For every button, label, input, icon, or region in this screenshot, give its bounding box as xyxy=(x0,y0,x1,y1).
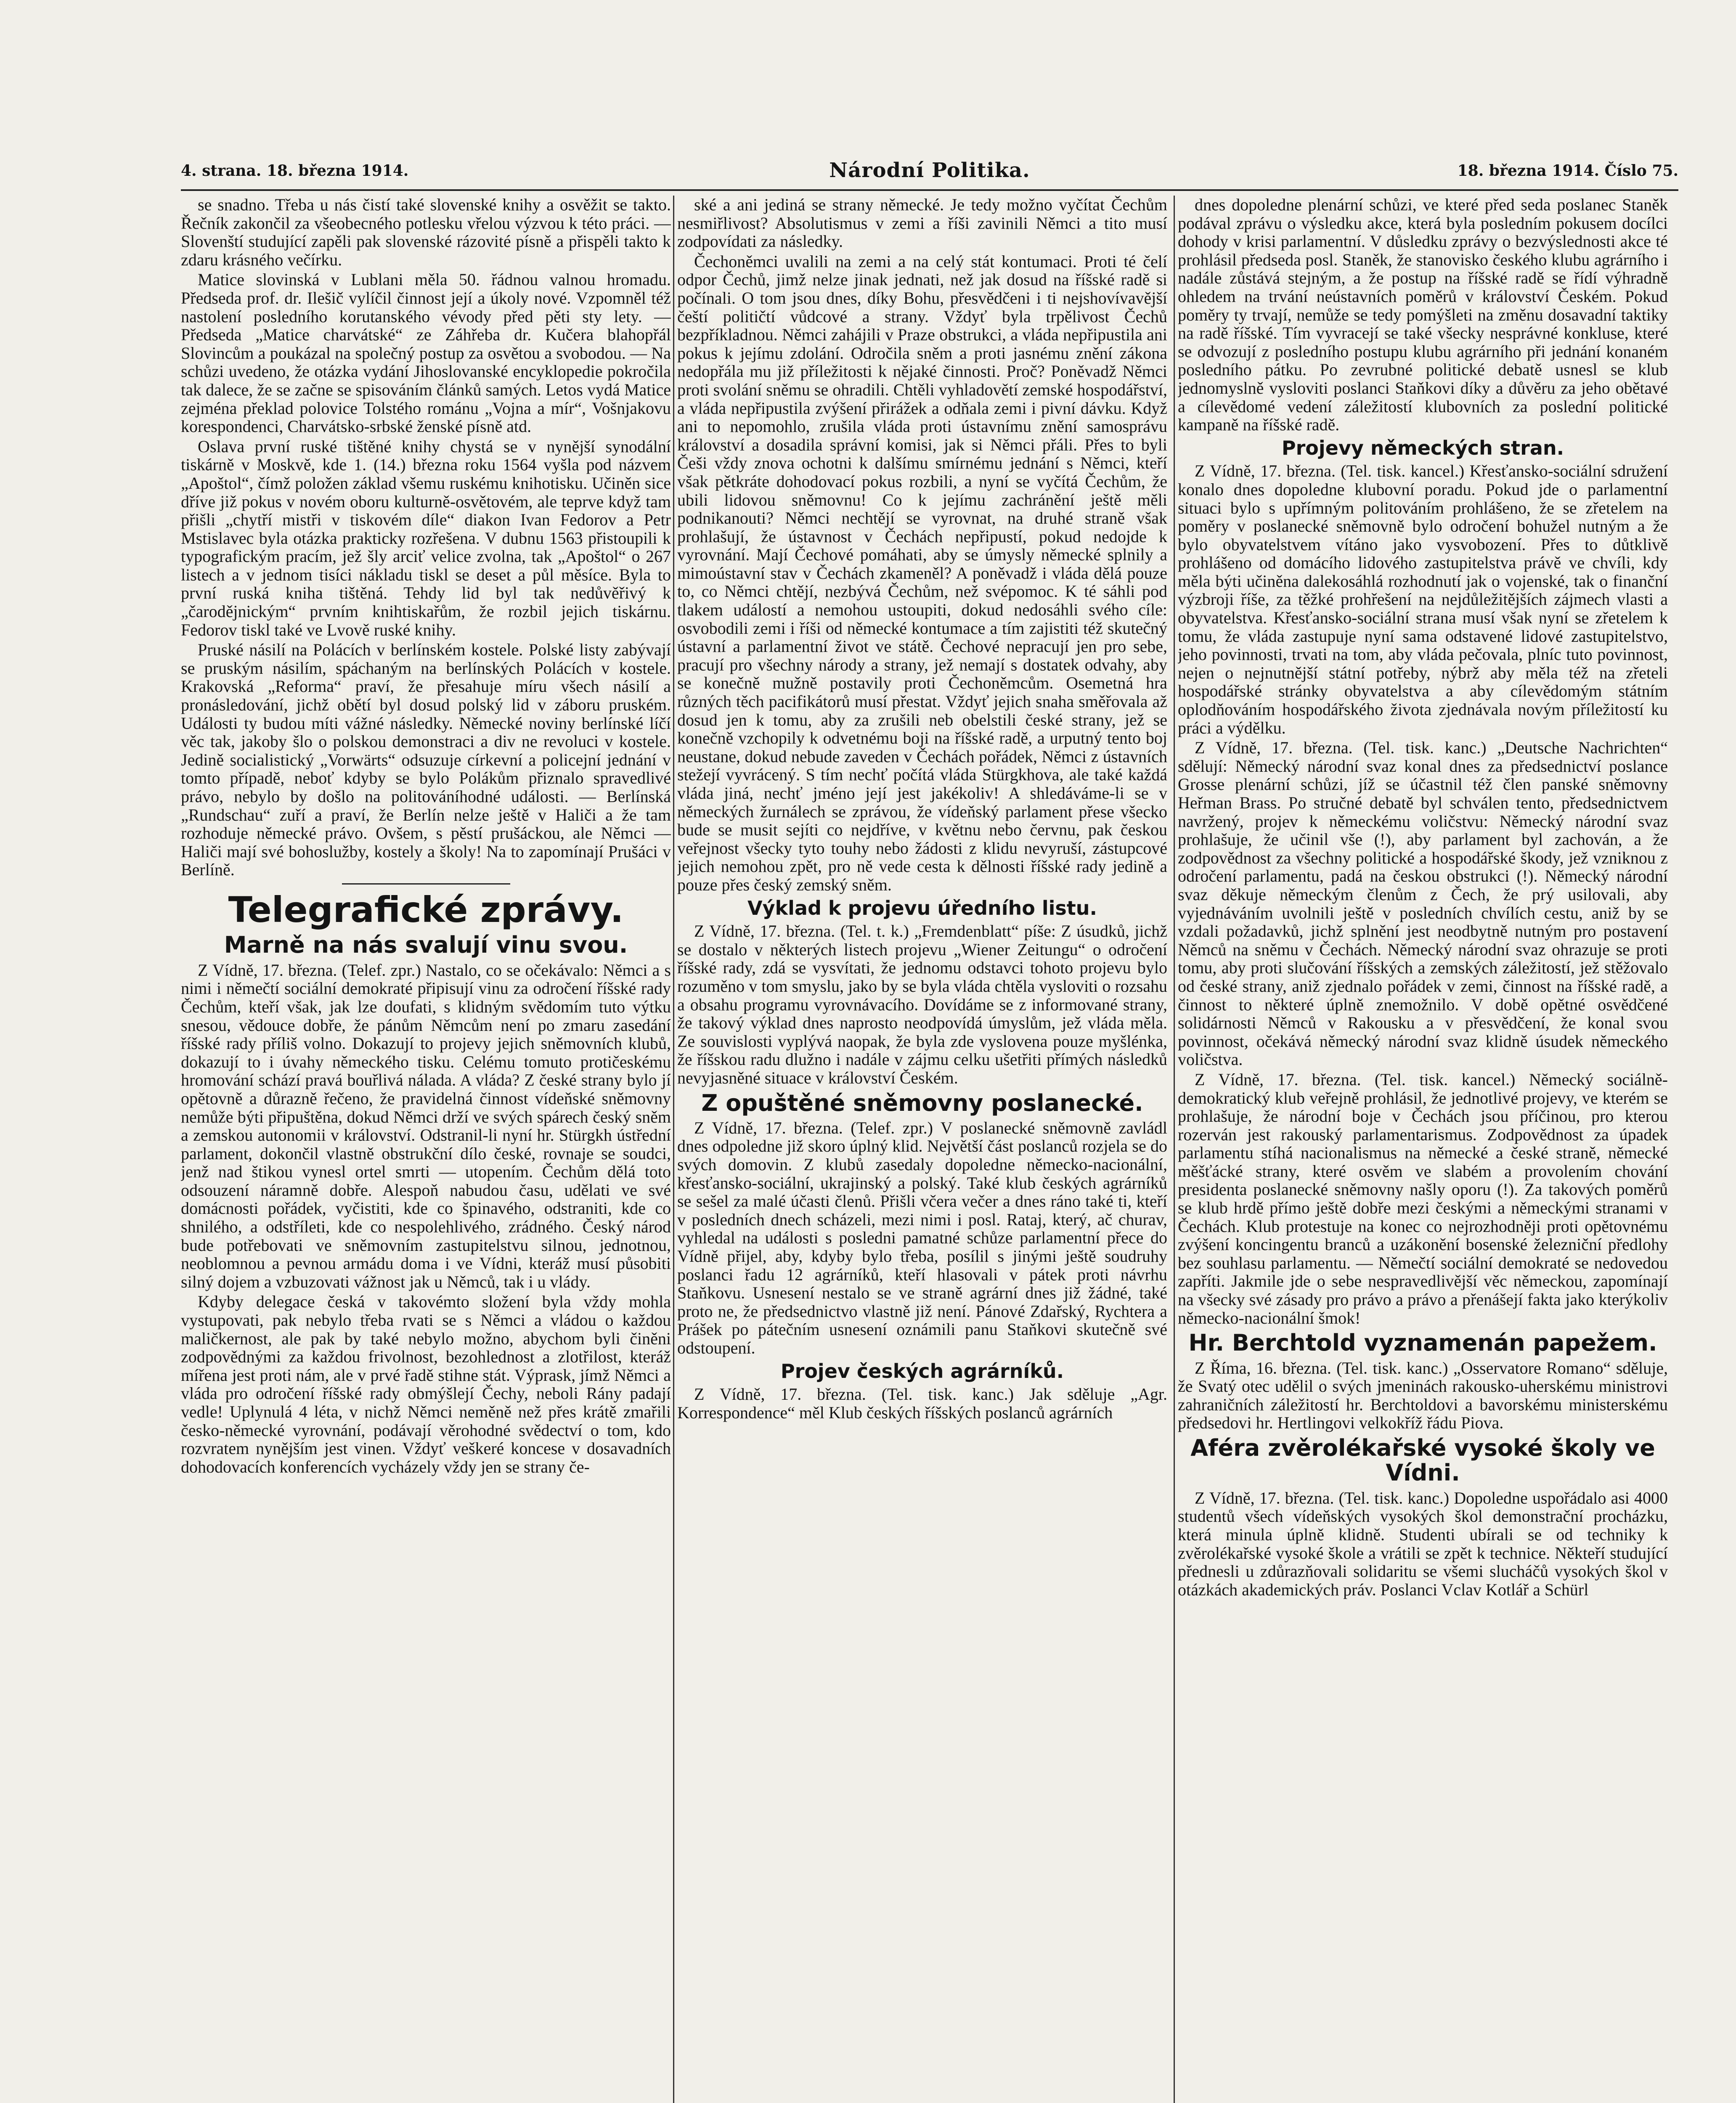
article-body: Z Vídně, 17. března. (Tel. tisk. kancel.) Německý sociálně-demokratický klub veřejně prohlásil, že jednotlivé projevy, ve kterém se prohlašuje, že národní boje v Čechách jsou příčinou, pro kterou rozerván jest rakouský parlamentarismus. Zodpovědnost za úpadek parlamentu stíhá nacionalismus na německé a české straně, německé měšťácké strany, které osvěm ve slabém a provolením chování presidenta poslanecké sněmovny našly oporu (!). Za takových poměrů se klub hrdě přímo ještě dobře mezi českými a německými stranami v Čechách. Klub protestuje na konec co nejrozhodněji proti opětovnému zvýšení koncingentu branců a uzákonění bosenské železniční předlohy bez souhlasu parlamentu. — Němečtí sociální demokraté se nedovedou zapříti. Jakmile jde o sebe nespravedlivější věc německou, zapomínají na všecky své zásady pro právo a právo a přenášejí fakta jako kterýkoliv německo-nacionální šmok! xyxy=(1178,1070,1668,1327)
column-3 xyxy=(1178,196,1668,2103)
article-headline: Hr. Berchtold vyznamenán papežem. xyxy=(1188,1330,1657,1356)
section-heading-telegraphic-news: Telegrafické zprávy. xyxy=(228,889,624,930)
article-slovak-books: se snadno. Třeba u nás čistí také slovenské knihy a osvěžit se takto. Řečník zakončil za všeobecného potlesku vřelou výzvou k této práci. — Slovenští studující zapěli pak slovenské rázovité písně a přispěli takto k zdaru krásného večírku. xyxy=(181,196,671,269)
article-headline: Výklad k projevu úředního listu. xyxy=(747,896,1097,919)
article-russian-printed-book: Oslava první ruské tištěné knihy chystá se v nynější synodální tiskárně v Moskvě, kde 1. (14.) března roku 1564 vyšla pod názvem „Apoštol“, čímž položen základ všemu ruskému knihotisku. Učiněn sice dříve již pokus v novém oboru kulturně-osvětovém, ale teprve když tam přišli „chytří mistři v tiskovém díle“ diakon Ivan Fedorov a Petr Mstislavec byla otázka prakticky rozřešena. V dubnu 1563 přistoupili k typografickým pracím, jež šly arciť velice zvolna, tak „Apoštol“ o 267 listech a v jednom tisíci nákladu tiskl se deset a půl měsíce. Byla to první ruská kniha tištěná. Tehdy lid byl tak nedůvěřivý k „čarodějnickým“ prvním knihtiskařům, že rozbil jejich tiskárnu. Fedorov tiskl také ve Lvově ruské knihy. xyxy=(181,437,671,639)
article-body: Z Vídně, 17. března. (Tel. t. k.) „Fremdenblatt“ píše: Z úsudků, jichž se dostalo v některých listech projevu „Wiener Zeitungu“ o odročení říšské rady, zdá se vysvítati, že jednomu odstavci tohoto projevu bylo rozuměno v tom smyslu, jako by se byla vláda chtěla vysloviti o rozsahu a obsahu programu vyrovnávacího. Dovídáme se z informované strany, že takový výklad dnes naprosto neodpovídá úmyslům, jež vláda měla. Ze souvislosti vyplývá naopak, že byla zde vyslovena pouze myšlénka, že říšskou radu dlužno i nadále v zájmu celku ušetřiti přímých následků nevyjasněné situace v království Českém. xyxy=(677,922,1167,1087)
article-headline: Z opuštěné sněmovny poslanecké. xyxy=(701,1089,1143,1116)
article-body: ské a ani jediná se strany německé. Je tedy možno vyčítat Čechům nesmiřlivost? Absolutismus v zemi a říši zavinili Němci a tito musí zodpovídati za následky. xyxy=(677,196,1167,251)
column-1 xyxy=(181,196,671,2103)
article-body: Z Říma, 16. března. (Tel. tisk. kanc.) „Osservatore Romano“ sděluje, že Svatý otec udělil o svých jmeninách rakousko-uherskému ministrovi zahraničních záležitostí hr. Berchtoldovi a bavorskému ministerskému předsedovi hr. Hertlingovi velkokříž řádu Piova. xyxy=(1178,1358,1668,1433)
article-headline: Aféra zvěrolékařské vysoké školy ve Vídni. xyxy=(1190,1434,1655,1486)
article-headline: Marně na nás svalují vinu svou. xyxy=(224,932,628,959)
section-divider xyxy=(342,883,510,885)
header-page-date: 4. strana. 18. března 1914. xyxy=(181,162,409,180)
article-body: Z Vídně, 17. března. (Tel. tisk. kanc.) „Deutsche Nachrichten“ sdělují: Německý národní svaz konal dnes za předsednictví poslance Grosse plenární schůzi, jíž se účastnil též člen panské sněmovny Heřman Brass. Po stručné debatě byl schválen tento, předsednictvem navržený, projev k německému voličstvu: Německý národní svaz prohlašuje, že učinil vše (!), aby parlament byl zachován, a že zodpovědnost za všechny politické a hospodářské škody, jež vzniknou z odročení parlamentu, padá na českou obstrukci (!). Německý národní svaz děkuje německým členům z Čech, že prý usilovali, aby vyjednáváním uvolnili ještě v posledních chvílích cestu, aniž by se vzdali požadavků, jichž splnění jest neodbytně nutným pro postavení Němců na sněmu v Čechách. Německý národní svaz ohrazuje se proti tomu, aby proti slučování říšských a zemských záležitostí, jež stěžovalo od české strany, aniž zjednalo pořádek v zemi, činnost na říšské radě, a činnost to některé úplně znemožnilo. V době opětné osvědčené solidárnosti Němců v Rakousku a v přesvědčení, že konal svou povinnost, očekává německý národní svaz klidně úsudek německého voličstva. xyxy=(1178,738,1668,1069)
article-body: dnes dopoledne plenární schůzi, ve které před seda poslanec Staněk podával zprávu o výsledku akce, která byla posledním pokusem docílci dohody v krisi parlamentní. V důsledku zprávy o bezvýslednosti akce té prohlásil předseda posl. Staněk, že stanovisko českého klubu agrárního i nadále zůstává stejným, a že postup na říšské radě se řídí výhradně ohledem na trvání neústavních poměrů v království Českém. Pokud poměry ty trvají, nemůže se tedy pomýšleti na změnu dosavadní taktiky na radě říšské. Tím vyvracejí se také všecky nesprávné konkluse, které se odvozují z posledního postupu klubu agrárního při jednání konaném posledního pátku. Po zevrubné politické debatě usnesl se klub jednomyslně vysloviti poslanci Staňkovi díky a důvěru za jeho obětavé a cílevědomé vedení záležitostí klubovních za poslední politické kampaně na říšské radě. xyxy=(1178,196,1668,434)
article-prussian-violence: Pruské násilí na Polácích v berlínském kostele. Polské listy zabývají se pruským násilím, spáchaným na berlínských Polácích v kostele. Krakovská „Reforma“ praví, že přesahuje míru všech násilí a pronásledování, jichž obětí byl dosud polský lid v záboru pruském. Události ty budou míti vážné následky. Německé noviny berlínské líčí věc tak, jakoby šlo o polskou demonstraci a div ne revoluci v kostele. Jedině socialistický „Vorwärts“ odsuzuje církevní a policejní jednání v tomto případě, neboť kdyby se bylo Polákům přiznalo spravedlivé právo, nebylo by došlo na politováníhodné události. — Berlínská „Rundschau“ zuří a praví, že Berlín nelze ještě v Haliči a že tam rozhoduje německé právo. Ovšem, s pěstí prušáckou, ale Němci — Haliči mají své bohoslužby, kostely a školy! Na to zapomínají Prušáci v Berlíně. xyxy=(181,640,671,879)
newspaper-title: Národní Politika. xyxy=(829,159,1030,182)
article-matice-slovinska: Matice slovinská v Lublani měla 50. řádnou valnou hromadu. Předseda prof. dr. Ilešič vylíčil činnost její a úkoly nové. Vzpomněl též nastolení posledního korutanského vévody před pěti sty lety. — Předseda „Matice charvátské“ ze Záhřeba dr. Kučera blahopřál Slovincům a poukázal na společný postup za osvětou a svobodou. — Na schůzi uvedeno, že otázka vydání Jihoslovanské encyklopedie pokročila tak dalece, že se začne se spisováním článků samých. Letos vydá Matice zejména překlad polovice Tolstého románu „Vojna a mír“, Vošnjakovu korespondenci, Charvátsko-srbské ženské písně atd. xyxy=(181,270,671,436)
column-separator xyxy=(1174,196,1175,2103)
header-rule xyxy=(181,189,1678,191)
article-body: Kdyby delegace česká v takovémto složení byla vždy mohla vystupovati, pak nebylo třeba rvati se s Němci a vládou o každou maličkernost, ale pak by také nebylo možno, abychom byli činěni zodpovědnými za každou frivolnost, bezohlednost a zlotřilost, kteráž mířena jest proti nám, ale v prvé řadě stihne stát. Výprask, jímž Němci a vláda pro odročení říšské rady obmýšlejí Čechy, neboli Rány padají vedle! Uplynulá 4 léta, v nichž Němci neměně než přes krátě zmařili česko-německé vyrovnání, podávají věrohodné svědectví o tom, kdo rozvratem nynějším jest vinen. Vždyť veškeré koncese v dosavadních dohodovacích konferencích vycházely vždy jen se strany če- xyxy=(181,1292,671,1476)
header-issue-number: 18. března 1914. Číslo 75. xyxy=(1457,162,1678,180)
article-headline: Projev českých agrárníků. xyxy=(780,1359,1064,1383)
article-body: Z Vídně, 17. března. (Tel. tisk. kanc.) Jak sděluje „Agr. Korrespondence“ měl Klub českých říšských poslanců agrárních xyxy=(677,1385,1167,1422)
article-headline: Projevy německých stran. xyxy=(1281,436,1564,459)
article-body: Čechoněmci uvalili na zemi a na celý stát kontumaci. Proti té čelí odpor Čechů, jimž nelze jinak jednati, než jak dosud na říšské radě si počínali. O tom jsou dnes, díky Bohu, přesvědčeni i ti nejshovívavější čeští političtí vůdcové a strany. Vždyť byla trpělivost Čechů bezpříkladnou. Němci zahájili v Praze obstrukci, a vláda nepřipustila ani pokus k jejímu zdolání. Odročila sněm a proti jasnému znění zákona nedopřála mu již příležitosti k nějaké činnosti. Proč? Poněvadž Němci proti svolání sněmu se ohradili. Chtěli vyhladovětí zemské hospodářství, a vláda nepřipustila zvýšení přirážek a odňala zemi i pivní dávku. Když ani to nepomohlo, zrušila vláda proti ústavnímu znění samosprávu království a dosadila správní komisi, jak si Němci přáli. Přes to byli Češi vždy znova ochotni k dalšímu smírnému jednání s Němci, kteří však pětkráte dohodovací pokus rozbili, a nyní se vyčítá Čechům, že ubili lidovou sněmovnu! Co k jejímu zachránění ještě měli podnikanouti? Němci nechtějí se vyrovnat, na druhé straně však prohlašují, že ústavnost v Čechách nepřipustí, pokud nedojde k vyrovnání. Mají Čechové pomáhati, aby se úmysly německé splnily a mimoústavní stav v Čechách zkameněl? A poněvadž i vláda dělá pouze to, co Němci chtějí, nezbývá Čechům, než svépomoc. K té sáhli pod tlakem událostí a nemohou ustoupiti, dokud nedosáhli svého cíle: osvobodili zemi i říši od německé kontumace a tím zajistiti též skutečný ústavní a parlamentní život ve státě. Čechové nepracují jen pro sebe, pracují pro všechny národy a strany, jež nemají s dostatek odvahy, aby se konečně mužně postavily proti Čechoněmcům. Osemetná hra různých těch pacifikátorů musí přestat. Vždyť jejich snaha směřovala až dosud jen k tomu, aby za zrušili neb obelstili české strany, jež se konečně vzchopily k odvetnému boji na říšské radě, a urputný tento boj neustane, dokud nebude zaveden v Čechách pořádek, Němci z ústavních stežejí vyvrácený. S tím nechť počítá vláda Stürgkhova, ale také každá vláda jiná, nechť jméno její jest jakékoliv! A shledáváme-li se v německých žurnálech se zprávou, že vídeňský parlament přese všecko bude se musit sejíti co nejdříve, v květnu nebo červnu, pak českou veřejnost všecky tyto touhy nebo žádosti z klidu nevyruší, zástupcové jejich nemohou zpět, pro ně vede cesta k dělnosti říšské rady jedině a pouze přes český zemský sněm. xyxy=(677,252,1167,894)
column-2 xyxy=(677,196,1167,2103)
article-body: Z Vídně, 17. března. (Telef. zpr.) Nastalo, co se očekávalo: Němci a s nimi i němečtí sociální demokraté připisují vinu za odročení říšské rady Čechům, kteří však, jak lze doufati, s klidným svědomím tuto výtku snesou, vědouce dobře, že pánům Němcům není po zmaru zasedání říšské rady příliš volno. Dokazují to projevy jejich sněmovních klubů, dokazují to i úvahy německého tisku. Celému tomuto protičeskému hromování schází pravá bouřlivá nálada. A vláda? Z české strany bylo jí opětovně a důrazně řečeno, že pravidelná činnost vídeňské sněmovny nemůže býti připuštěna, dokud Němci drží ve svých spárech český sněm a zemskou autonomii v království. Odstranil-li nyní hr. Stürgkh ústřední parlament, dokončil vlastně obstrukční dílo české, rovnaje se soudci, jenž nad štikou vynesl ortel smrti — utopením. Čechům dělá toto odsouzení náramně dobře. Alespoň nabudou času, udělati ve své domácnosti pořádek, vyčistiti, kde co špinavého, odstraniti, kde co shnilého, a odstříleti, kde co nespolehlivého, zrádného. Český národ bude potřebovati ve sněmovním zastupitelstvu silnou, jednotnou, neoblomnou a pevnou armádu doma i ve Vídni, kteráž musí působiti silný dojem a vzbuzovati vážnost jak u Němců, tak i u vlády. xyxy=(181,960,671,1291)
column-separator xyxy=(673,196,674,2103)
article-body: Z Vídně, 17. března. (Telef. zpr.) V poslanecké sněmovně zavládl dnes odpoledne již skoro úplný klid. Největší část poslanců rozjela se do svých domovin. Z klubů zasedaly dopoledne německo-nacionální, křesťansko-sociální, ukrajinský a polský. Také klub českých agrárníků se sešel za malé účasti členů. Přišli včera večer a dnes ráno také ti, kteří v posledních dnech scházeli, mezi nimi i posl. Rataj, který, ač churav, vyhledal na události s posledni pamatné schůze parlamentní přece do Vídně přijel, aby, kdyby bylo třeba, posílil s jinými ještě soudruhy poslanci řadu 12 agrárníků, kteří hlasovali v pátek proti návrhu Staňkovu. Usnesení nestalo se ve straně agrární dnes již žádné, také proto ne, že předsednictvo vlastně již není. Pánové Zdařský, Rychtera a Prášek po pátečním usnesení oznámili panu Staňkovi skutečně své odstoupení. xyxy=(677,1118,1167,1358)
page-header xyxy=(181,159,1678,187)
article-body: Z Vídně, 17. března. (Tel. tisk. kanc.) Dopoledne uspořádalo asi 4000 studentů všech vídeňských vysokých škol demonstrační procházku, která minula úplně klidně. Studenti ubírali se od techniky k zvěrolékařské vysoké škole a vrátili se zpět k technice. Někteří studující přednesli u zdůrazňovali solidaritu se všemi slucháčů vysokých škol v otázkách akademických práv. Poslanci Vclav Kotlář a Schürl xyxy=(1178,1488,1668,1599)
article-body: Z Vídně, 17. března. (Tel. tisk. kancel.) Křesťansko-sociální sdružení konalo dnes dopoledne klubovní poradu. Pokud jde o parlamentní situaci bylo s upřímným politováním prohlášeno, že se zřetelem na poměry v poslanecké sněmovně bylo odročení bohužel nutným a že bylo obyvatelstvem vítáno jako vysvobození. Přes to důtklivě prohlášeno od domácího lidového zastupitelstva právě ve chvíli, kdy měla býti učiněna dalekosáhlá rozhodnutí jak o vojenské, tak o finanční výzbroji říše, za těžké prohřešení na nejdůležitějších zájmech vlasti a obyvatelstva. Křesťansko-sociální strana musí však nyní se zřetelem k tomu, že vláda zastupuje nyní sama odstavené lidové zastupitelstvo, jeho povinnosti, trvati na tom, aby vláda pečovala, plníc tuto povinnost, nejen o nejnutnější státní potřeby, nýbrž aby měla též na zřeteli hospodářské stránky obyvatelstva a aby cílevědomým státním oplodňováním hospodářského života zjednávala novým příležitostí ku práci a výdělku. xyxy=(1178,461,1668,737)
